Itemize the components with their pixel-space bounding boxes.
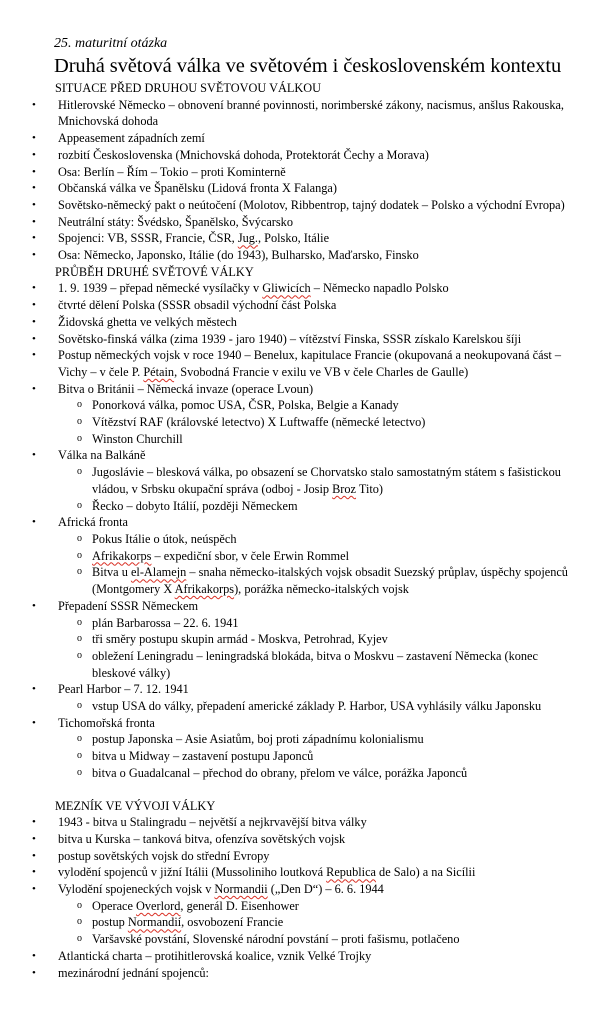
sub-bullet-item: o Řecko – dobyto Itálií, později Německem [58, 498, 580, 515]
spellcheck-marked-word: Overlord [136, 898, 181, 913]
sub-bullet-item: o bitva u Midway – zastavení postupu Japonců [58, 748, 580, 765]
bullet-item [24, 347, 580, 380]
bullet-list [24, 97, 580, 264]
bullet-item-text: Postup německých vojsk v roce 1940 – Benelux, kapitulace Francie (okupovaná a neokupovaná část – Vichy – v čele P. Pétain, Svobodná Francie v exilu ve VB v čele Charles de Gaulle) [58, 348, 562, 379]
bullet-item [24, 197, 580, 214]
bullet-item-text: Pearl Harbor – 7. 12. 1941 [58, 682, 189, 697]
bullet-item-text: Vylodění spojeneckých vojsk v Normandii („Den D“) – 6. 6. 1944 [58, 882, 384, 897]
bullet-item-text: Spojenci: VB, SSSR, Francie, ČSR, Jug., Polsko, Itálie [58, 231, 330, 246]
sub-bullet-item: o Winston Churchill [58, 431, 580, 448]
bullet-item-text: postup sovětských vojsk do střední Evropy [58, 848, 270, 863]
bullet-item [24, 164, 580, 181]
sub-bullet-item: o postup Normandií, osvobození Francie [58, 914, 580, 931]
sub-bullet-list [58, 531, 580, 598]
bullet-item-text: Tichomořská fronta [58, 715, 155, 730]
bullet-item [24, 180, 580, 197]
bullet-list [24, 280, 580, 781]
bullet-list [24, 814, 580, 981]
document-subtitle: 25. maturitní otázka [54, 36, 168, 51]
bullet-item-text: mezinárodní jednání spojenců: [58, 965, 209, 980]
bullet-item [24, 681, 580, 714]
spellcheck-marked-word: Normandií [127, 915, 182, 930]
sub-bullet-list [58, 731, 580, 781]
section-heading: PRŮBĚH DRUHÉ SVĚTOVÉ VÁLKY [55, 264, 254, 279]
sub-bullet-item: o obležení Leningradu – leningradská blokáda, bitva o Moskvu – zastavení Německa (konec bleskové války) [58, 648, 580, 681]
sub-bullet-item: o Varšavské povstání, Slovenské národní povstání – proti fašismu, potlačeno [58, 931, 580, 948]
spellcheck-marked-word: Republica [326, 865, 376, 880]
sub-bullet-item: o vstup USA do války, přepadení americké základy P. Harbor, USA vyhlásily válku Japonsku [58, 698, 580, 715]
sub-bullet-item: o Bitva u el-Alamejn – snaha německo-italských vojsk obsadit Suezský průplav, úspěchy spojenců (Montgomery X Afrikakorps), porážka německo-italských vojsk [58, 564, 580, 597]
sub-bullet-list [58, 698, 580, 715]
bullet-item-text: Hitlerovské Německo – obnovení branné povinnosti, norimberské zákony, nacismus, anšlus Rakouska, Mnichovská dohoda [58, 97, 565, 129]
sub-bullet-item: o Pokus Itálie o útok, neúspěch [58, 531, 580, 548]
bullet-item [24, 97, 580, 130]
bullet-item [24, 314, 580, 331]
sub-bullet-item: o Ponorková válka, pomoc USA, ČSR, Polska, Belgie a Kanady [58, 397, 580, 414]
bullet-item-text: 1943 - bitva u Stalingradu – největší a nejkrvavější bitva války [58, 815, 367, 830]
bullet-item-text: Židovská ghetta ve velkých městech [58, 314, 237, 329]
sub-bullet-list [58, 397, 580, 447]
bullet-item [24, 447, 580, 514]
bullet-item [24, 864, 580, 881]
bullet-item [24, 948, 580, 965]
sub-bullet-list [58, 464, 580, 514]
bullet-item-text: Přepadení SSSR Německem [58, 598, 199, 613]
bullet-item [24, 814, 580, 831]
bullet-item-text: rozbití Československa (Mnichovská dohoda, Protektorát Čechy a Morava) [58, 147, 429, 162]
bullet-item [24, 514, 580, 598]
bullet-item [24, 147, 580, 164]
sub-bullet-item: o tři směry postupu skupin armád - Moskva, Petrohrad, Kyjev [58, 631, 580, 648]
bullet-item [24, 881, 580, 948]
bullet-item-text: Osa: Berlín – Řím – Tokio – proti Kominterně [58, 164, 286, 179]
spellcheck-marked-word: Pétain [143, 364, 175, 379]
sub-bullet-item: o postup Japonska – Asie Asiatům, boj proti západnímu kolonialismu [58, 731, 580, 748]
bullet-item [24, 130, 580, 147]
bullet-item-text: Sovětsko-finská válka (zima 1939 - jaro 1940) – vítězství Finska, SSSR získalo Karelskou šíji [58, 331, 522, 346]
section-heading: SITUACE PŘED DRUHOU SVĚTOVOU VÁLKOU [55, 81, 321, 95]
spellcheck-marked-word: el-Alamejn [130, 565, 187, 580]
bullet-item-text: Neutrální státy: Švédsko, Španělsko, Švýcarsko [58, 214, 293, 229]
bullet-item [24, 381, 580, 448]
sub-bullet-item: o bitva o Guadalcanal – přechod do obrany, přelom ve válce, porážka Japonců [58, 765, 580, 782]
sub-bullet-item: o Jugoslávie – blesková válka, po obsazení se Chorvatsko stalo samostatným státem s fašistickou vládou, v Srbsku okupační správa (odboj - Josip Broz Tito) [58, 464, 580, 497]
sub-bullet-item: o Afrikakorps – expediční sbor, v čele Erwin Rommel [58, 548, 580, 565]
bullet-item [24, 831, 580, 848]
bullet-item-text: Appeasement západních zemí [58, 131, 205, 146]
bullet-item [24, 598, 580, 682]
bullet-item [24, 280, 580, 297]
bullet-item-text: Osa: Německo, Japonsko, Itálie (do 1943), Bulharsko, Maďarsko, Finsko [58, 248, 419, 263]
bullet-item-text: Občanská válka ve Španělsku (Lidová fronta X Falanga) [58, 181, 337, 196]
document-title: Druhá světová válka ve světovém i československém kontextu [54, 55, 562, 77]
spellcheck-marked-word: Afrikakorps [92, 548, 152, 563]
spellcheck-marked-word: Broz [332, 481, 357, 496]
bullet-item [24, 214, 580, 231]
spellcheck-marked-word: Gliwicích [262, 281, 311, 296]
sub-bullet-list [58, 898, 580, 948]
document-body [24, 80, 580, 981]
bullet-item-text: 1. 9. 1939 – přepad německé vysílačky v Gliwicích – Německo napadlo Polsko [58, 281, 449, 296]
bullet-item-text: bitva u Kurska – tanková bitva, ofenzíva sovětských vojsk [58, 831, 346, 846]
bullet-item [24, 247, 580, 264]
sub-bullet-item: o Vítězství RAF (královské letectvo) X Luftwaffe (německé letectvo) [58, 414, 580, 431]
spellcheck-marked-word: Normandii [214, 882, 268, 897]
bullet-item [24, 965, 580, 982]
spellcheck-marked-word: Afrikakorps [174, 582, 235, 597]
bullet-item-text: Atlantická charta – protihitlerovská koalice, vznik Velké Trojky [58, 948, 372, 963]
bullet-item [24, 297, 580, 314]
bullet-item-text: Bitva o Británii – Německá invaze (operace Lvoun) [58, 381, 314, 396]
sub-bullet-list [58, 615, 580, 682]
bullet-item-text: vylodění spojenců v jižní Itálii (Mussoliniho loutková Republica de Salo) a na Sicílii [58, 865, 476, 880]
bullet-item [24, 230, 580, 247]
sub-bullet-item: o Operace Overlord, generál D. Eisenhower [58, 898, 580, 915]
bullet-item-text: čtvrté dělení Polska (SSSR obsadil východní část Polska [58, 298, 337, 313]
bullet-item [24, 848, 580, 865]
bullet-item [24, 715, 580, 782]
bullet-item-text: Africká fronta [58, 515, 128, 530]
section-heading: MEZNÍK VE VÝVOJI VÁLKY [55, 798, 216, 813]
bullet-item-text: Sovětsko-německý pakt o neútočení (Molotov, Ribbentrop, tajný dodatek – Polsko a východní Evropa) [58, 197, 565, 212]
bullet-item-text: Válka na Balkáně [58, 448, 146, 463]
bullet-item [24, 331, 580, 348]
spellcheck-marked-word: Jug. [237, 231, 258, 246]
sub-bullet-item: o plán Barbarossa – 22. 6. 1941 [58, 615, 580, 632]
